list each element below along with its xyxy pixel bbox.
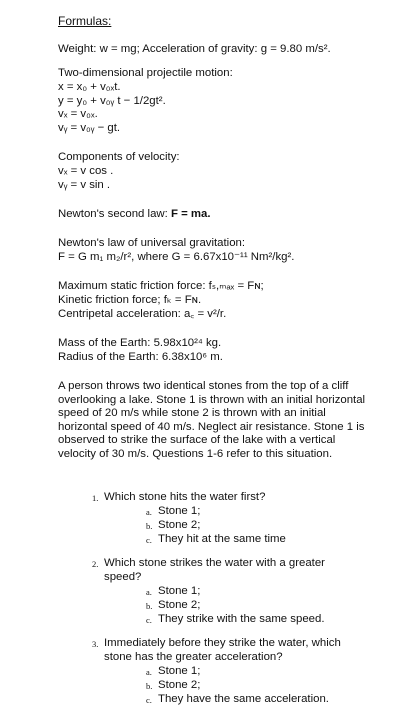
components-line: vₓ = v cos . — [58, 165, 114, 177]
option-text: Stone 2; — [158, 519, 201, 531]
option-text: They hit at the same time — [158, 533, 286, 545]
option-letter: c. — [146, 535, 152, 545]
option-letter: b. — [146, 521, 153, 531]
centripetal-acceleration: Centripetal acceleration: a꜀ = v²/r. — [58, 308, 227, 320]
option-letter: b. — [146, 601, 153, 611]
static-friction: Maximum static friction force: fₛ,ₘₐₓ = Fɴ; — [58, 280, 264, 292]
option-text: Stone 1; — [158, 585, 201, 597]
projectile-title: Two-dimensional projectile motion: — [58, 67, 233, 79]
weight-formula: Weight: w = mg; Acceleration of gravity: g = 9.80 m/s². — [58, 43, 331, 55]
earth-radius: Radius of the Earth: 6.38x10⁶ m. — [58, 351, 223, 363]
question-text: Immediately before they strike the water, which — [104, 637, 341, 649]
option-letter: a. — [146, 667, 152, 677]
projectile-line: vₓ = v₀ₓ. — [58, 108, 98, 120]
option-text: They have the same acceleration. — [158, 693, 329, 705]
formulas-heading: Formulas: — [58, 14, 112, 28]
option-text: Stone 1; — [158, 505, 201, 517]
projectile-line: x = x₀ + v₀ₓt. — [58, 81, 121, 93]
option-letter: b. — [146, 681, 153, 691]
earth-mass: Mass of the Earth: 5.98x10²⁴ kg. — [58, 337, 222, 349]
option-text: Stone 1; — [158, 665, 201, 677]
question-text: Which stone strikes the water with a greater — [104, 557, 325, 569]
option-text: Stone 2; — [158, 679, 201, 691]
newton-second-law-equation: F = ma. — [170, 208, 211, 220]
option-letter: c. — [146, 695, 152, 705]
components-title: Components of velocity: — [58, 151, 180, 163]
gravitation-equation: F = G m₁ m₂/r², where G = 6.67x10⁻¹¹ Nm²/kg². — [58, 251, 295, 263]
question-text: speed? — [104, 571, 142, 583]
problem-statement: A person throws two identical stones from the top of a cliff overlooking a lake. Stone 1 is thrown with an initial horizontal speed of 20 m/s while stone 2 is thrown with an initial horizontal speed of 40 m/s. Neglect air resistance. Stone 1 is observed to strike the surface of the lake with a vertical velocity of 30 m/s. Questions 1-6 refer to this situation. — [58, 380, 366, 460]
components-line: vᵧ = v sin . — [58, 179, 111, 191]
projectile-line: vᵧ = v₀ᵧ − gt. — [58, 122, 121, 134]
option-text: Stone 2; — [158, 599, 201, 611]
question-text: Which stone hits the water first? — [104, 491, 266, 503]
option-letter: a. — [146, 587, 152, 597]
option-letter: c. — [146, 615, 152, 625]
question-number: 1. — [92, 493, 99, 503]
question-number: 3. — [92, 639, 99, 649]
projectile-line: y = y₀ + v₀ᵧ t − 1/2gt². — [58, 95, 166, 107]
option-text: They strike with the same speed. — [158, 613, 325, 625]
question-number: 2. — [92, 559, 99, 569]
option-letter: a. — [146, 507, 152, 517]
kinetic-friction: Kinetic friction force; fₖ = Fɴ. — [58, 294, 202, 306]
newton-second-law — [58, 207, 211, 221]
gravitation-title: Newton's law of universal gravitation: — [58, 237, 246, 249]
question-text: stone has the greater acceleration? — [104, 651, 283, 663]
newton-second-law-text: Newton's second law: F = ma. — [58, 208, 211, 220]
